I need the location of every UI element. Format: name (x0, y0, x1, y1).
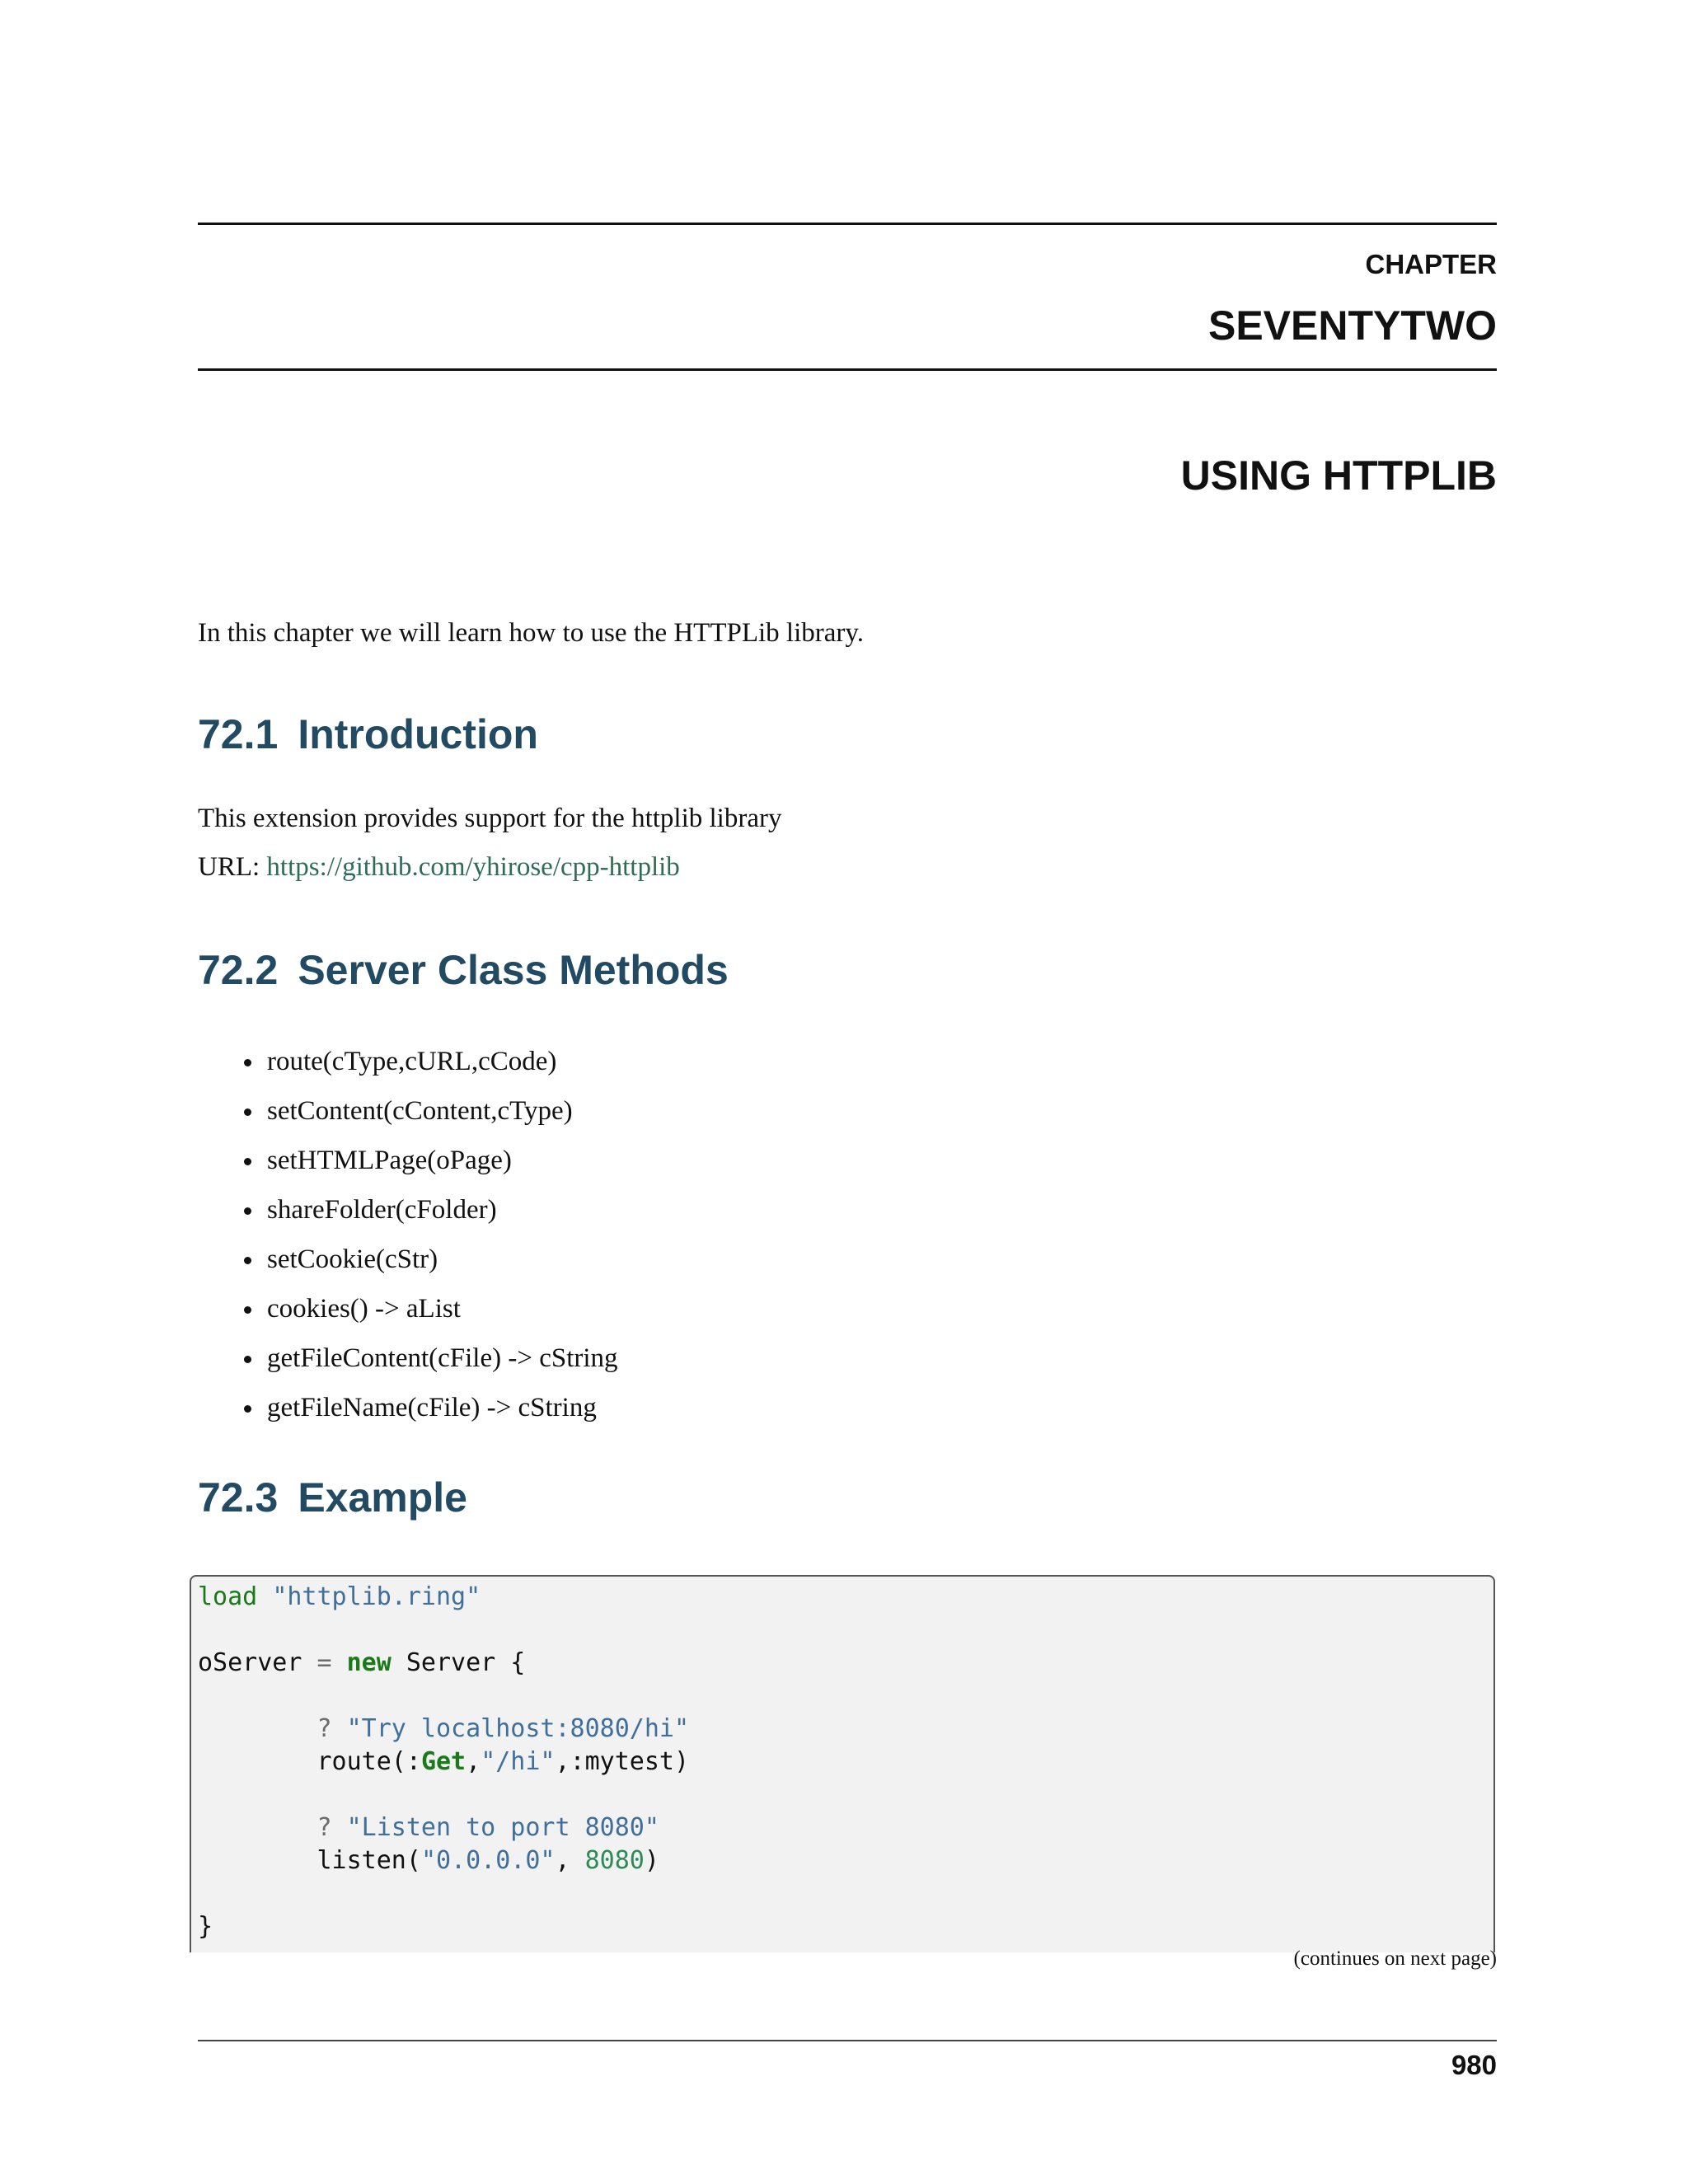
bullet-icon (244, 1158, 251, 1165)
code-text: ) (644, 1846, 659, 1875)
section-title: Introduction (298, 711, 538, 757)
list-item (244, 1045, 618, 1094)
code-keyword: load (198, 1582, 258, 1611)
bullet-icon (244, 1059, 251, 1066)
list-item (244, 1342, 618, 1391)
list-item (244, 1094, 618, 1144)
method-name: setCookie(cStr) (267, 1244, 438, 1274)
code-string: "/hi" (481, 1747, 556, 1776)
code-string: "0.0.0.0" (420, 1846, 556, 1875)
method-name: shareFolder(cFolder) (267, 1195, 497, 1225)
chapter-number: SEVENTYTWO (1207, 302, 1497, 349)
bullet-icon (244, 1405, 251, 1413)
code-keyword: new (346, 1648, 392, 1677)
chapter-bottom-rule (198, 368, 1497, 371)
footer-rule (198, 2040, 1497, 2041)
list-item (244, 1193, 618, 1243)
section-title: Example (298, 1474, 467, 1521)
list-item (244, 1292, 618, 1342)
code-text: ,:mytest) (555, 1747, 690, 1776)
code-operator: ? (316, 1714, 332, 1743)
code-string: "Try localhost:8080/hi" (346, 1714, 690, 1743)
chapter-label: CHAPTER (1365, 249, 1497, 279)
url-line (198, 852, 680, 883)
methods-list (244, 1045, 618, 1441)
code-text: oServer (198, 1648, 302, 1677)
url-label: URL: (198, 852, 260, 882)
code-text: route(: (316, 1747, 421, 1776)
section-number: 72.2 (198, 947, 279, 993)
section-number: 72.3 (198, 1474, 279, 1521)
code-operator: ? (316, 1813, 332, 1842)
method-name: route(cType,cURL,cCode) (267, 1047, 557, 1076)
code-string: "Listen to port 8080" (346, 1813, 659, 1842)
bullet-icon (244, 1108, 251, 1116)
httplib-link[interactable]: https://github.com/yhirose/cpp-httplib (266, 852, 680, 882)
method-name: setContent(cContent,cType) (267, 1096, 573, 1126)
bullet-icon (244, 1356, 251, 1363)
chapter-title: USING HTTPLIB (1180, 452, 1497, 499)
section-number: 72.1 (198, 711, 279, 757)
chapter-top-rule (198, 223, 1497, 225)
bullet-icon (244, 1207, 251, 1215)
code-text: } (198, 1912, 213, 1941)
code-text: , (466, 1747, 481, 1776)
method-name: getFileName(cFile) -> cString (267, 1393, 597, 1422)
code-text: listen( (316, 1846, 421, 1875)
bullet-icon (244, 1257, 251, 1264)
bullet-icon (244, 1306, 251, 1314)
section-heading-example (198, 1474, 467, 1521)
code-keyword: Get (420, 1747, 467, 1776)
method-name: cookies() -> aList (267, 1294, 461, 1324)
list-item (244, 1144, 618, 1193)
list-item (244, 1391, 618, 1441)
list-item (244, 1243, 618, 1292)
code-text: , (555, 1846, 585, 1875)
page-number: 980 (1451, 2050, 1497, 2080)
section-title: Server Class Methods (298, 947, 729, 993)
code-text: Server { (406, 1648, 526, 1677)
code-number: 8080 (584, 1846, 645, 1875)
intro-body: This extension provides support for the httplib library (198, 804, 782, 833)
code-operator: = (316, 1648, 332, 1677)
code-string: "httplib.ring" (272, 1582, 481, 1611)
code-listing (198, 1581, 689, 1943)
method-name: setHTMLPage(oPage) (267, 1146, 512, 1175)
intro-paragraph: In this chapter we will learn how to use the HTTPLib library. (198, 618, 864, 648)
method-name: getFileContent(cFile) -> cString (267, 1343, 618, 1373)
section-heading-server-class-methods (198, 946, 729, 994)
continues-note: (continues on next page) (1293, 1947, 1497, 1970)
section-heading-introduction (198, 710, 538, 758)
